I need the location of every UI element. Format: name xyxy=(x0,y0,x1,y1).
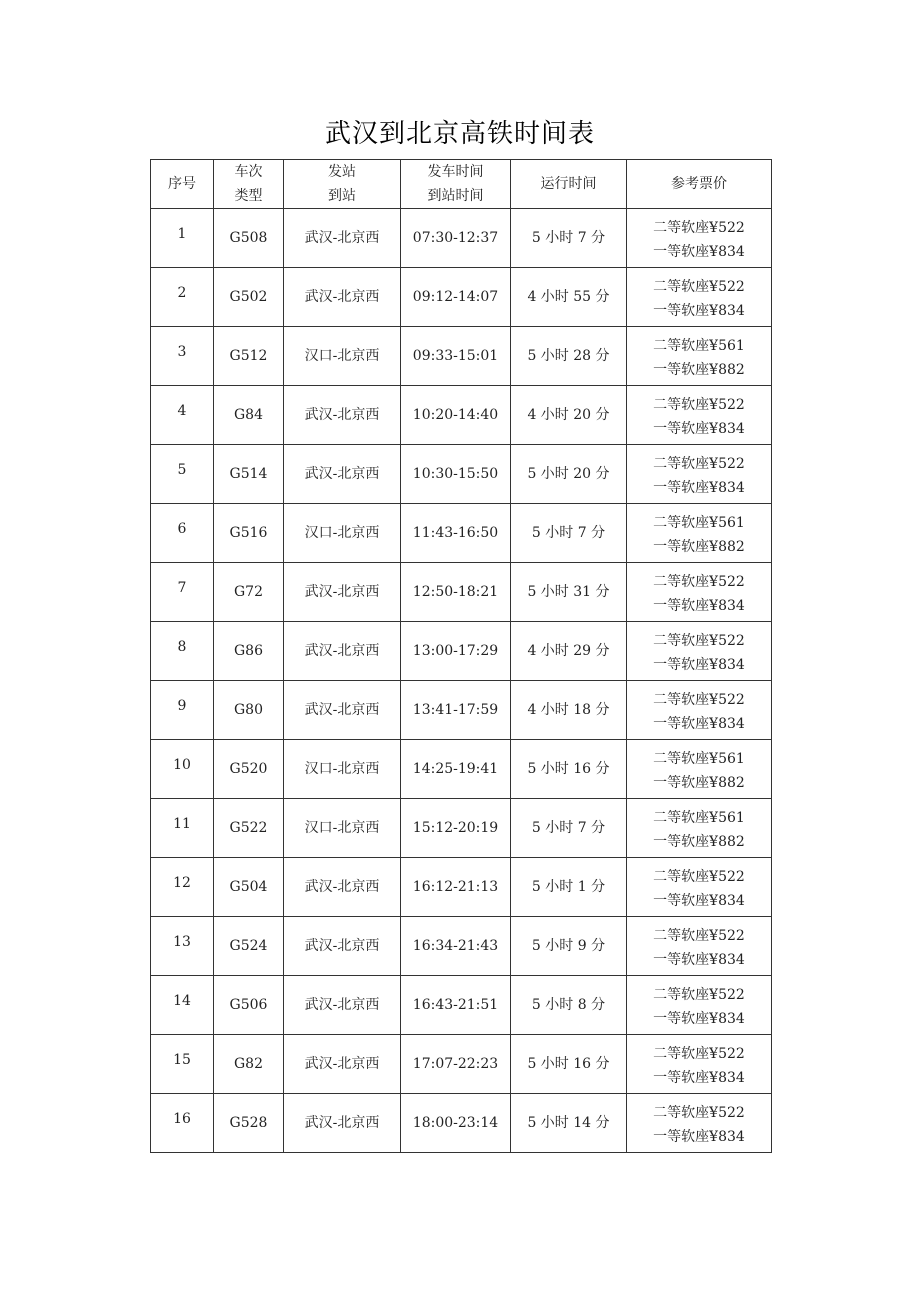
cell-train-text: G502 xyxy=(229,289,268,305)
cell-route xyxy=(284,268,401,327)
cell-train xyxy=(214,386,284,445)
cell-train-text: G514 xyxy=(229,466,268,482)
second-class-price: 二等软座¥561 xyxy=(653,515,745,531)
cell-price xyxy=(627,327,772,386)
cell-train-text: G512 xyxy=(229,348,268,364)
table-row xyxy=(151,268,772,327)
second-class-price: 二等软座¥522 xyxy=(653,279,745,295)
cell-price xyxy=(627,445,772,504)
table-body xyxy=(151,209,772,1153)
table-row xyxy=(151,209,772,268)
cell-seq xyxy=(151,268,214,327)
cell-seq xyxy=(151,504,214,563)
cell-route xyxy=(284,563,401,622)
cell-duration-text: 5 小时 16 分 xyxy=(527,761,610,777)
cell-train xyxy=(214,858,284,917)
cell-seq xyxy=(151,740,214,799)
cell-route-text: 汉口-北京西 xyxy=(304,525,380,541)
cell-duration xyxy=(511,1035,627,1094)
cell-train-text: G506 xyxy=(229,997,268,1013)
cell-route-text: 武汉-北京西 xyxy=(304,230,380,246)
cell-route xyxy=(284,386,401,445)
cell-duration xyxy=(511,1094,627,1153)
cell-duration-text: 5 小时 1 分 xyxy=(531,879,606,895)
table-row xyxy=(151,1094,772,1153)
cell-route xyxy=(284,799,401,858)
cell-price xyxy=(627,1035,772,1094)
cell-train xyxy=(214,799,284,858)
second-class-price: 二等软座¥522 xyxy=(653,987,745,1003)
table-row xyxy=(151,563,772,622)
price-lines xyxy=(627,802,771,854)
cell-time-text: 07:30-12:37 xyxy=(412,230,499,246)
cell-train xyxy=(214,1035,284,1094)
cell-route-text: 武汉-北京西 xyxy=(304,997,380,1013)
cell-time-text: 13:41-17:59 xyxy=(412,702,499,718)
first-class-price: 一等软座¥882 xyxy=(653,539,745,555)
cell-train-text: G80 xyxy=(234,702,263,718)
cell-seq-text: 2 xyxy=(177,285,187,301)
header-row xyxy=(151,160,772,209)
cell-seq xyxy=(151,1094,214,1153)
cell-time xyxy=(401,445,511,504)
cell-train xyxy=(214,740,284,799)
cell-duration-text: 5 小时 16 分 xyxy=(527,1056,610,1072)
cell-seq-text: 16 xyxy=(173,1111,191,1127)
table-row xyxy=(151,799,772,858)
cell-time xyxy=(401,858,511,917)
cell-route-text: 汉口-北京西 xyxy=(304,348,380,364)
cell-seq-text: 10 xyxy=(173,757,191,773)
cell-seq xyxy=(151,209,214,268)
second-class-price: 二等软座¥522 xyxy=(653,397,745,413)
cell-seq xyxy=(151,917,214,976)
cell-route-text: 武汉-北京西 xyxy=(304,584,380,600)
header-stations xyxy=(284,160,401,209)
second-class-price: 二等软座¥522 xyxy=(653,633,745,649)
price-lines xyxy=(627,625,771,677)
cell-time-text: 09:33-15:01 xyxy=(412,348,499,364)
price-lines xyxy=(627,271,771,323)
cell-time-text: 15:12-20:19 xyxy=(412,820,499,836)
cell-train-text: G520 xyxy=(229,761,268,777)
cell-train-text: G528 xyxy=(229,1115,268,1131)
cell-duration xyxy=(511,858,627,917)
table-row xyxy=(151,1035,772,1094)
cell-train xyxy=(214,445,284,504)
cell-time xyxy=(401,1035,511,1094)
header-price xyxy=(627,160,772,209)
cell-train xyxy=(214,268,284,327)
cell-duration-text: 5 小时 8 分 xyxy=(531,997,606,1013)
cell-time xyxy=(401,268,511,327)
header-price-label: 参考票价 xyxy=(671,176,727,192)
cell-route-text: 武汉-北京西 xyxy=(304,289,380,305)
cell-time-text: 18:00-23:14 xyxy=(412,1115,499,1131)
cell-seq-text: 15 xyxy=(173,1052,191,1068)
table-row xyxy=(151,858,772,917)
page-title: 武汉到北京高铁时间表 xyxy=(324,119,595,149)
timetable xyxy=(150,159,772,1153)
cell-price xyxy=(627,976,772,1035)
cell-time xyxy=(401,1094,511,1153)
cell-train xyxy=(214,209,284,268)
cell-route xyxy=(284,327,401,386)
cell-time xyxy=(401,563,511,622)
cell-duration xyxy=(511,622,627,681)
price-lines xyxy=(627,389,771,441)
first-class-price: 一等软座¥834 xyxy=(653,1011,745,1027)
table-row xyxy=(151,740,772,799)
price-lines xyxy=(627,684,771,736)
cell-train-text: G516 xyxy=(229,525,268,541)
cell-duration-text: 5 小时 7 分 xyxy=(531,230,606,246)
first-class-price: 一等软座¥834 xyxy=(653,480,745,496)
cell-seq xyxy=(151,799,214,858)
cell-seq xyxy=(151,327,214,386)
cell-seq xyxy=(151,445,214,504)
cell-price xyxy=(627,386,772,445)
cell-time xyxy=(401,740,511,799)
cell-train-text: G524 xyxy=(229,938,268,954)
cell-duration-text: 4 小时 20 分 xyxy=(527,407,610,423)
price-lines xyxy=(627,1097,771,1149)
cell-time xyxy=(401,799,511,858)
price-lines xyxy=(627,861,771,913)
cell-seq-text: 4 xyxy=(177,403,187,419)
first-class-price: 一等软座¥834 xyxy=(653,244,745,260)
cell-seq xyxy=(151,976,214,1035)
cell-route-text: 汉口-北京西 xyxy=(304,761,380,777)
price-lines xyxy=(627,212,771,264)
cell-price xyxy=(627,209,772,268)
cell-time-text: 16:12-21:13 xyxy=(412,879,499,895)
cell-duration-text: 4 小时 18 分 xyxy=(527,702,610,718)
cell-route-text: 武汉-北京西 xyxy=(304,407,380,423)
cell-time-text: 13:00-17:29 xyxy=(412,643,499,659)
cell-route-text: 武汉-北京西 xyxy=(304,1056,380,1072)
cell-time-text: 14:25-19:41 xyxy=(412,761,499,777)
cell-route-text: 武汉-北京西 xyxy=(304,702,380,718)
first-class-price: 一等软座¥834 xyxy=(653,893,745,909)
cell-train-text: G86 xyxy=(234,643,263,659)
header-train-type xyxy=(214,160,284,209)
cell-seq xyxy=(151,681,214,740)
cell-duration xyxy=(511,740,627,799)
cell-duration xyxy=(511,209,627,268)
header-arrive-station-label: 到站 xyxy=(328,188,356,204)
cell-train-text: G72 xyxy=(234,584,263,600)
cell-route-text: 武汉-北京西 xyxy=(304,938,380,954)
first-class-price: 一等软座¥882 xyxy=(653,362,745,378)
cell-duration-text: 4 小时 29 分 xyxy=(527,643,610,659)
table-row xyxy=(151,976,772,1035)
second-class-price: 二等软座¥522 xyxy=(653,220,745,236)
cell-time-text: 16:43-21:51 xyxy=(412,997,499,1013)
cell-time xyxy=(401,386,511,445)
first-class-price: 一等软座¥834 xyxy=(653,421,745,437)
cell-route-text: 武汉-北京西 xyxy=(304,1115,380,1131)
cell-seq xyxy=(151,563,214,622)
cell-time-text: 16:34-21:43 xyxy=(412,938,499,954)
cell-seq-text: 6 xyxy=(177,521,187,537)
first-class-price: 一等软座¥834 xyxy=(653,598,745,614)
cell-route-text: 武汉-北京西 xyxy=(304,879,380,895)
cell-train-text: G508 xyxy=(229,230,268,246)
cell-route xyxy=(284,504,401,563)
cell-seq-text: 12 xyxy=(173,875,191,891)
cell-seq-text: 8 xyxy=(177,639,187,655)
cell-duration-text: 5 小时 20 分 xyxy=(527,466,610,482)
cell-train xyxy=(214,1094,284,1153)
cell-duration xyxy=(511,681,627,740)
cell-seq-text: 5 xyxy=(177,462,187,478)
cell-route xyxy=(284,681,401,740)
cell-seq-text: 13 xyxy=(173,934,191,950)
cell-duration-text: 5 小时 14 分 xyxy=(527,1115,610,1131)
cell-price xyxy=(627,858,772,917)
cell-duration xyxy=(511,268,627,327)
second-class-price: 二等软座¥522 xyxy=(653,1105,745,1121)
table-row xyxy=(151,386,772,445)
cell-route xyxy=(284,976,401,1035)
cell-seq-text: 9 xyxy=(177,698,187,714)
cell-time-text: 10:20-14:40 xyxy=(412,407,499,423)
cell-train xyxy=(214,622,284,681)
cell-seq-text: 7 xyxy=(177,580,187,596)
header-depart-station-label: 发站 xyxy=(328,164,356,180)
header-duration-label: 运行时间 xyxy=(540,176,597,192)
table-row xyxy=(151,445,772,504)
cell-duration-text: 5 小时 7 分 xyxy=(531,820,606,836)
cell-duration xyxy=(511,445,627,504)
cell-time xyxy=(401,622,511,681)
cell-train xyxy=(214,681,284,740)
table-header xyxy=(151,160,772,209)
cell-seq xyxy=(151,622,214,681)
cell-route-text: 武汉-北京西 xyxy=(304,466,380,482)
cell-price xyxy=(627,563,772,622)
cell-duration-text: 5 小时 28 分 xyxy=(527,348,610,364)
cell-time xyxy=(401,976,511,1035)
cell-route xyxy=(284,1035,401,1094)
cell-route xyxy=(284,1094,401,1153)
first-class-price: 一等软座¥834 xyxy=(653,716,745,732)
cell-time-text: 17:07-22:23 xyxy=(412,1056,499,1072)
first-class-price: 一等软座¥882 xyxy=(653,834,745,850)
cell-train-text: G82 xyxy=(234,1056,263,1072)
cell-duration-text: 5 小时 9 分 xyxy=(531,938,606,954)
cell-duration xyxy=(511,386,627,445)
cell-duration xyxy=(511,563,627,622)
cell-price xyxy=(627,1094,772,1153)
cell-seq-text: 14 xyxy=(173,993,191,1009)
cell-price xyxy=(627,917,772,976)
cell-time xyxy=(401,504,511,563)
price-lines xyxy=(627,920,771,972)
cell-duration-text: 5 小时 31 分 xyxy=(527,584,610,600)
price-lines xyxy=(627,743,771,795)
cell-duration-text: 4 小时 55 分 xyxy=(527,289,610,305)
first-class-price: 一等软座¥834 xyxy=(653,1129,745,1145)
cell-time xyxy=(401,681,511,740)
second-class-price: 二等软座¥561 xyxy=(653,751,745,767)
header-times xyxy=(401,160,511,209)
price-lines xyxy=(627,566,771,618)
cell-route-text: 武汉-北京西 xyxy=(304,643,380,659)
cell-time xyxy=(401,209,511,268)
header-duration xyxy=(511,160,627,209)
cell-duration xyxy=(511,917,627,976)
cell-duration xyxy=(511,976,627,1035)
table-row xyxy=(151,622,772,681)
second-class-price: 二等软座¥522 xyxy=(653,692,745,708)
cell-train xyxy=(214,563,284,622)
cell-train xyxy=(214,327,284,386)
cell-price xyxy=(627,681,772,740)
price-lines xyxy=(627,448,771,500)
price-lines xyxy=(627,507,771,559)
first-class-price: 一等软座¥834 xyxy=(653,1070,745,1086)
table-row xyxy=(151,504,772,563)
cell-train-text: G504 xyxy=(229,879,268,895)
cell-duration xyxy=(511,799,627,858)
second-class-price: 二等软座¥561 xyxy=(653,810,745,826)
cell-price xyxy=(627,504,772,563)
header-seq-label: 序号 xyxy=(168,176,196,192)
cell-duration xyxy=(511,327,627,386)
price-lines xyxy=(627,1038,771,1090)
cell-train xyxy=(214,917,284,976)
cell-train xyxy=(214,976,284,1035)
cell-price xyxy=(627,622,772,681)
second-class-price: 二等软座¥522 xyxy=(653,1046,745,1062)
cell-duration-text: 5 小时 7 分 xyxy=(531,525,606,541)
cell-route xyxy=(284,622,401,681)
cell-time-text: 10:30-15:50 xyxy=(412,466,499,482)
table-row xyxy=(151,917,772,976)
cell-seq xyxy=(151,858,214,917)
price-lines xyxy=(627,979,771,1031)
cell-time-text: 12:50-18:21 xyxy=(412,584,499,600)
header-train-label: 车次 xyxy=(234,164,263,180)
cell-route xyxy=(284,209,401,268)
second-class-price: 二等软座¥522 xyxy=(653,456,745,472)
cell-train xyxy=(214,504,284,563)
cell-route xyxy=(284,740,401,799)
first-class-price: 一等软座¥834 xyxy=(653,303,745,319)
cell-time-text: 09:12-14:07 xyxy=(412,289,499,305)
cell-price xyxy=(627,740,772,799)
second-class-price: 二等软座¥522 xyxy=(653,928,745,944)
cell-seq xyxy=(151,1035,214,1094)
cell-train-text: G84 xyxy=(234,407,263,423)
cell-seq-text: 11 xyxy=(173,816,191,832)
header-seq xyxy=(151,160,214,209)
table-row xyxy=(151,681,772,740)
cell-seq-text: 3 xyxy=(177,344,187,360)
table-row xyxy=(151,327,772,386)
header-type-label: 类型 xyxy=(234,188,263,204)
cell-duration xyxy=(511,504,627,563)
cell-time xyxy=(401,327,511,386)
second-class-price: 二等软座¥522 xyxy=(653,574,745,590)
second-class-price: 二等软座¥561 xyxy=(653,338,745,354)
cell-price xyxy=(627,268,772,327)
cell-time-text: 11:43-16:50 xyxy=(412,525,499,541)
cell-route-text: 汉口-北京西 xyxy=(304,820,380,836)
second-class-price: 二等软座¥522 xyxy=(653,869,745,885)
first-class-price: 一等软座¥834 xyxy=(653,657,745,673)
cell-route xyxy=(284,445,401,504)
cell-time xyxy=(401,917,511,976)
cell-train-text: G522 xyxy=(229,820,268,836)
price-lines xyxy=(627,330,771,382)
cell-seq xyxy=(151,386,214,445)
header-depart-time-label: 发车时间 xyxy=(427,164,484,180)
first-class-price: 一等软座¥834 xyxy=(653,952,745,968)
cell-price xyxy=(627,799,772,858)
cell-seq-text: 1 xyxy=(177,226,187,242)
first-class-price: 一等软座¥882 xyxy=(653,775,745,791)
cell-route xyxy=(284,917,401,976)
header-arrive-time-label: 到站时间 xyxy=(427,188,484,204)
cell-route xyxy=(284,858,401,917)
